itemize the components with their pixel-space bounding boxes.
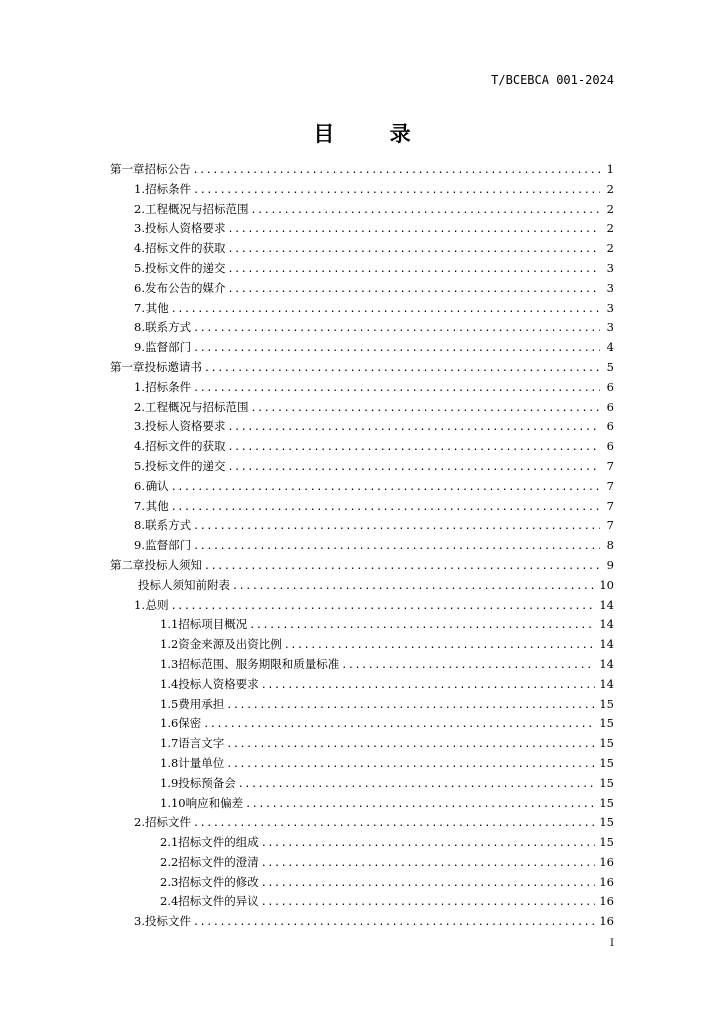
toc-entry-number: 1.7 xyxy=(160,736,179,751)
toc-entry-label: 招标项目概况 xyxy=(178,617,248,632)
toc-entry[interactable] xyxy=(110,813,614,833)
toc-entry-label: 招标文件的获取 xyxy=(144,241,226,256)
toc-entry[interactable] xyxy=(110,259,614,279)
toc-entry[interactable] xyxy=(110,417,614,437)
toc-entry[interactable] xyxy=(110,774,614,794)
toc-entry-number: 3. xyxy=(134,419,145,434)
toc-entry-number: 第一章 xyxy=(110,359,145,374)
toc-entry-label: 投标人须知前附表 xyxy=(138,577,230,592)
toc-entry-number: 第二章 xyxy=(110,557,145,572)
toc-entry[interactable] xyxy=(110,833,614,853)
toc-entry-number: 1.1 xyxy=(160,617,179,632)
toc-entry-number: 4. xyxy=(134,439,145,454)
toc-entry-page: 3 xyxy=(606,260,614,275)
toc-entry-label: 投标人资格要求 xyxy=(144,419,226,434)
toc-entry-page: 15 xyxy=(599,835,614,850)
toc-entry-page: 6 xyxy=(606,399,614,414)
toc-entry[interactable] xyxy=(110,556,614,576)
toc-entry-page: 16 xyxy=(599,854,614,869)
toc-leader-dots xyxy=(261,676,596,696)
toc-entry-page: 2 xyxy=(606,201,614,216)
toc-entry-label: 招标文件的异议 xyxy=(178,894,259,909)
toc-leader-dots xyxy=(171,498,600,518)
toc-leader-dots xyxy=(226,696,595,716)
toc-entry-page: 7 xyxy=(606,518,614,533)
toc-entry-label: 保密 xyxy=(178,716,202,731)
toc-leader-dots xyxy=(227,418,600,438)
toc-leader-dots xyxy=(227,280,600,300)
toc-entry-number: 6. xyxy=(134,478,145,493)
toc-entry-label: 费用承担 xyxy=(178,696,225,711)
toc-leader-dots xyxy=(204,557,600,577)
toc-leader-dots xyxy=(193,339,600,359)
toc-entry[interactable] xyxy=(110,873,614,893)
toc-entry[interactable] xyxy=(110,437,614,457)
toc-entry-number: 3. xyxy=(134,914,145,929)
toc-entry-number: 1.6 xyxy=(160,716,179,731)
toc-entry-page: 3 xyxy=(606,320,614,335)
toc-entry[interactable] xyxy=(110,714,614,734)
toc-leader-dots xyxy=(261,854,596,874)
toc-entry-label: 确认 xyxy=(145,478,169,493)
toc-entry-number: 5. xyxy=(134,260,145,275)
toc-entry-page: 3 xyxy=(606,300,614,315)
toc-leader-dots xyxy=(232,577,595,597)
toc-entry[interactable] xyxy=(110,318,614,338)
toc-entry[interactable] xyxy=(110,200,614,220)
toc-entry-page: 15 xyxy=(599,795,614,810)
toc-entry-page: 6 xyxy=(606,419,614,434)
toc-entry-page: 9 xyxy=(606,557,614,572)
toc-entry-number: 1.8 xyxy=(160,755,179,770)
toc-entry-number: 1.2 xyxy=(160,637,179,652)
toc-entry-label: 投标人资格要求 xyxy=(144,221,226,236)
toc-entry[interactable] xyxy=(110,892,614,912)
toc-entry-number: 5. xyxy=(134,458,145,473)
toc-entry-page: 15 xyxy=(599,775,614,790)
toc-entry-page: 4 xyxy=(606,340,614,355)
toc-entry[interactable] xyxy=(110,378,614,398)
toc-entry-label: 工程概况与招标范围 xyxy=(144,201,249,216)
toc-entry-page: 14 xyxy=(599,617,614,632)
toc-entry-page: 15 xyxy=(599,815,614,830)
toc-entry-label: 监督部门 xyxy=(145,340,192,355)
toc-leader-dots xyxy=(245,795,595,815)
toc-entry-label: 资金来源及出资比例 xyxy=(178,637,282,652)
toc-entry-page: 2 xyxy=(606,241,614,256)
toc-entry-number: 7. xyxy=(134,498,145,513)
toc-entry-label: 招标文件的组成 xyxy=(178,835,259,850)
toc-entry-page: 10 xyxy=(599,577,614,592)
toc-leader-dots xyxy=(249,616,595,636)
toc-entry-number: 2. xyxy=(134,201,145,216)
toc-entry-label: 总则 xyxy=(145,597,169,612)
toc-leader-dots xyxy=(171,478,600,498)
toc-leader-dots xyxy=(226,735,595,755)
toc-entry-number: 2.2 xyxy=(160,854,179,869)
toc-entry[interactable] xyxy=(110,219,614,239)
toc-entry[interactable] xyxy=(110,596,614,616)
toc-entry-label: 其他 xyxy=(145,498,169,513)
toc-leader-dots xyxy=(261,893,596,913)
toc-entry-label: 语言文字 xyxy=(178,736,225,751)
toc-entry-page: 15 xyxy=(599,716,614,731)
toc-entry-page: 2 xyxy=(606,181,614,196)
toc-entry-number: 1.9 xyxy=(160,775,179,790)
toc-entry-number: 1. xyxy=(134,597,145,612)
toc-entry-number: 9. xyxy=(134,538,145,553)
toc-entry-label: 投标人须知 xyxy=(144,557,202,572)
toc-entry-label: 招标条件 xyxy=(145,181,192,196)
toc-entry-page: 14 xyxy=(599,597,614,612)
toc-leader-dots xyxy=(261,874,596,894)
toc-entry-number: 1.4 xyxy=(160,676,179,691)
toc-leader-dots xyxy=(193,814,595,834)
toc-entry-number: 4. xyxy=(134,241,145,256)
toc-entry-number: 第一章 xyxy=(110,162,145,176)
toc-entry-number: 2.4 xyxy=(160,894,179,909)
toc-entry-page: 8 xyxy=(606,538,614,553)
toc-entry-label: 其他 xyxy=(145,300,169,315)
toc-entry-label: 计量单位 xyxy=(178,755,225,770)
table-of-contents xyxy=(110,160,614,932)
toc-leader-dots xyxy=(193,379,600,399)
toc-entry-label: 招标文件的获取 xyxy=(144,439,226,454)
toc-leader-dots xyxy=(171,300,600,320)
toc-entry-page: 1 xyxy=(606,162,614,176)
toc-entry[interactable] xyxy=(110,160,614,180)
toc-entry-page: 7 xyxy=(606,458,614,473)
toc-entry[interactable] xyxy=(110,497,614,517)
toc-entry[interactable] xyxy=(110,695,614,715)
toc-entry-number: 8. xyxy=(134,320,145,335)
toc-leader-dots xyxy=(261,834,596,854)
toc-entry[interactable] xyxy=(110,239,614,259)
toc-entry[interactable] xyxy=(110,477,614,497)
toc-leader-dots xyxy=(193,161,601,181)
toc-entry[interactable] xyxy=(110,615,614,635)
toc-leader-dots xyxy=(193,913,595,933)
toc-leader-dots xyxy=(193,537,600,557)
toc-entry-label: 招标文件的修改 xyxy=(178,874,259,889)
toc-entry-label: 招标条件 xyxy=(145,379,192,394)
toc-entry[interactable] xyxy=(110,576,614,596)
toc-entry-label: 投标文件 xyxy=(145,914,192,929)
toc-entry-number: 8. xyxy=(134,518,145,533)
toc-entry-number: 9. xyxy=(134,340,145,355)
toc-leader-dots xyxy=(193,319,600,339)
page-number: I xyxy=(610,938,614,949)
toc-entry-number: 1.10 xyxy=(160,795,186,810)
toc-entry-label: 发布公告的媒介 xyxy=(144,280,226,295)
toc-leader-dots xyxy=(227,438,600,458)
toc-leader-dots xyxy=(193,517,600,537)
toc-entry-label: 投标人资格要求 xyxy=(178,676,259,691)
toc-leader-dots xyxy=(203,715,595,735)
toc-entry[interactable] xyxy=(110,912,614,932)
toc-entry-label: 招标文件的澄清 xyxy=(178,854,259,869)
toc-leader-dots xyxy=(227,260,600,280)
toc-entry-page: 15 xyxy=(599,736,614,751)
toc-leader-dots xyxy=(284,636,596,656)
toc-entry-label: 投标文件的递交 xyxy=(144,260,226,275)
toc-leader-dots xyxy=(171,597,596,617)
document-code: T/BCEBCA 001-2024 xyxy=(491,73,614,87)
toc-entry[interactable] xyxy=(110,180,614,200)
toc-entry-page: 5 xyxy=(606,359,614,374)
toc-entry-label: 响应和偏差 xyxy=(185,795,244,810)
toc-entry[interactable] xyxy=(110,338,614,358)
toc-entry-number: 1. xyxy=(134,181,145,196)
toc-entry-page: 7 xyxy=(606,498,614,513)
toc-leader-dots xyxy=(227,240,600,260)
toc-entry-page: 14 xyxy=(599,676,614,691)
toc-entry[interactable] xyxy=(110,358,614,378)
toc-entry-page: 2 xyxy=(606,221,614,236)
toc-leader-dots xyxy=(227,220,600,240)
toc-leader-dots xyxy=(204,359,600,379)
toc-leader-dots xyxy=(250,399,600,419)
toc-entry[interactable] xyxy=(110,516,614,536)
toc-entry-label: 招标范围、服务期限和质量标准 xyxy=(178,656,340,671)
toc-entry-page: 6 xyxy=(606,439,614,454)
toc-entry[interactable] xyxy=(110,655,614,675)
toc-entry[interactable] xyxy=(110,536,614,556)
toc-entry[interactable] xyxy=(110,457,614,477)
toc-entry-number: 2.1 xyxy=(160,835,179,850)
toc-entry-page: 6 xyxy=(606,379,614,394)
toc-entry-page: 16 xyxy=(599,894,614,909)
toc-entry-number: 6. xyxy=(134,280,145,295)
toc-entry-label: 监督部门 xyxy=(145,538,192,553)
toc-leader-dots xyxy=(227,458,600,478)
toc-entry-label: 投标文件的递交 xyxy=(144,458,226,473)
toc-entry-label: 投标预备会 xyxy=(178,775,236,790)
toc-entry-label: 联系方式 xyxy=(145,518,192,533)
toc-entry[interactable] xyxy=(110,635,614,655)
toc-entry-page: 15 xyxy=(599,755,614,770)
toc-entry[interactable] xyxy=(110,853,614,873)
toc-entry[interactable] xyxy=(110,299,614,319)
toc-leader-dots xyxy=(226,755,595,775)
toc-entry-number: 2.3 xyxy=(160,874,179,889)
toc-entry[interactable] xyxy=(110,754,614,774)
toc-entry-page: 7 xyxy=(606,478,614,493)
toc-entry-number: 3. xyxy=(134,221,145,236)
toc-entry-label: 联系方式 xyxy=(145,320,192,335)
toc-entry-page: 16 xyxy=(599,874,614,889)
toc-leader-dots xyxy=(193,181,600,201)
toc-entry[interactable] xyxy=(110,734,614,754)
toc-entry[interactable] xyxy=(110,675,614,695)
toc-entry-number: 2. xyxy=(134,399,145,414)
toc-leader-dots xyxy=(341,656,595,676)
toc-entry-label: 招标文件 xyxy=(145,815,192,830)
toc-entry-number: 1.5 xyxy=(160,696,179,711)
toc-entry-label: 招标公告 xyxy=(144,162,191,176)
toc-entry-page: 14 xyxy=(599,637,614,652)
toc-entry-page: 15 xyxy=(599,696,614,711)
toc-leader-dots xyxy=(250,201,600,221)
toc-entry[interactable] xyxy=(110,279,614,299)
toc-entry-label: 工程概况与招标范围 xyxy=(144,399,249,414)
page-title: 目 录 xyxy=(313,121,435,146)
toc-entry-number: 2. xyxy=(134,815,145,830)
toc-entry-page: 3 xyxy=(606,280,614,295)
toc-entry-page: 14 xyxy=(599,656,614,671)
toc-entry-number: 1. xyxy=(134,379,145,394)
toc-entry-label: 投标邀请书 xyxy=(144,359,202,374)
toc-leader-dots xyxy=(238,775,596,795)
toc-entry-number: 1.3 xyxy=(160,656,179,671)
toc-entry-number: 7. xyxy=(134,300,145,315)
toc-entry[interactable] xyxy=(110,398,614,418)
toc-entry[interactable] xyxy=(110,794,614,814)
toc-entry-page: 16 xyxy=(599,914,614,929)
